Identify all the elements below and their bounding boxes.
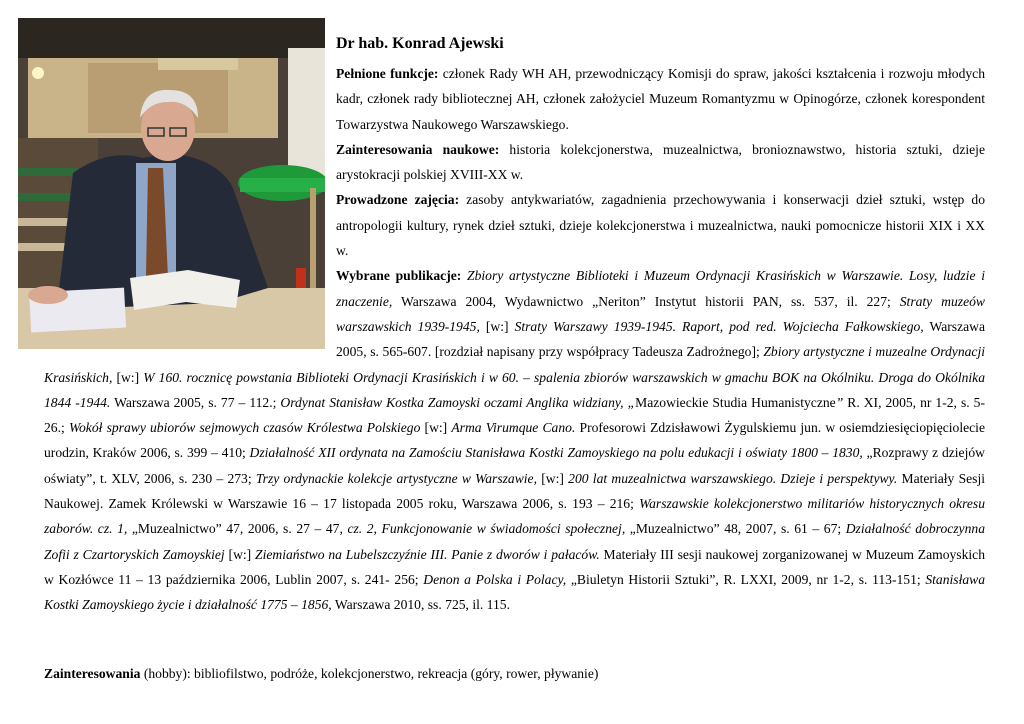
- publication-details: [w:]: [224, 546, 256, 562]
- publication-details: [w:]: [112, 369, 144, 385]
- publication-title: Arma Virumque Cano.: [451, 420, 576, 436]
- classes-text: zasoby antykwariatów, zagadnienia przechowywania i konserwacji dzieł sztuki, wstęp do antropologii kultury, rynek dzieł sztuki, dzieje kolekcjonerstwa i muzealnictwa, nauki pomocnicze historii XIX i XX w.: [336, 192, 985, 259]
- photo-spacer: [44, 19, 336, 349]
- publication-title: ”: [835, 394, 844, 410]
- publication-details: [w:]: [479, 318, 515, 334]
- hobby-paragraph: [44, 664, 985, 684]
- publication-details: „Rozprawy z dziejów oświaty”, t. XLV, 2006, s. 230 – 273;: [44, 445, 985, 486]
- publication-details: „Muzealnictwo” 47, 2006, s. 27 – 47,: [127, 521, 348, 537]
- publications-label: Wybrane publikacje:: [336, 268, 462, 284]
- publication-details: Profesorowi Zdzisławowi Żygulskiemu jun. w osiemdziesięciopięciolecie urodzin, Kraków 2006, s. 399 – 410;: [44, 420, 985, 461]
- publication-details: Warszawa 2004, Wydawnictwo „Neriton” Instytut historii PAN, ss. 537, il. 227;: [392, 293, 900, 309]
- publication-title: Działalność dobroczynna Zofii z Czartoryskich Zamoyskiej: [44, 521, 985, 562]
- publication-title: Działalność XII ordynata na Zamościu Stanisława Kostki Zamoyskiego na polu edukacji i oświaty 1800 – 1830,: [249, 445, 863, 461]
- bio-text: [44, 27, 985, 618]
- publication-title: Trzy ordynackie kolekcje artystyczne w Warszawie,: [255, 470, 537, 486]
- publication-title: Wokół sprawy ubiorów sejmowych czasów Królestwa Polskiego: [68, 420, 421, 436]
- publication-details: Warszawa 2005, s. 565-607. [rozdział napisany przy współpracy Tadeusza Zadrożnego];: [336, 318, 986, 360]
- publication-title: Warszawskie kolekcjonerstwo militariów historycznych okresu zaborów. cz. 1,: [44, 496, 985, 537]
- publication-title: Denon a Polska i Polacy,: [423, 571, 567, 587]
- publication-title: Ordynat Stanisław Kostka Zamoyski oczami Anglika widziany, „: [280, 394, 636, 410]
- publication-details: Warszawa 2005, s. 77 – 112.;: [110, 394, 281, 410]
- person-name: Dr hab. Konrad Ajewski: [336, 35, 504, 52]
- publication-details: Warszawa 2010, ss. 725, il. 115.: [331, 597, 510, 613]
- publication-details: „Biuletyn Historii Sztuki”, R. LXXI, 2009, nr 1-2, s. 113-151;: [566, 571, 926, 587]
- hobby-text: (hobby): bibliofilstwo, podróże, kolekcjonerstwo, rekreacja (góry, rower, pływanie): [140, 666, 599, 681]
- publication-details: Materiały Sesji Naukowej. Zamek Królewski w Warszawie 16 – 17 listopada 2005 roku, Warszawa 2006, s. 193 – 216;: [44, 470, 986, 512]
- hobby-label: Zainteresowania: [44, 666, 141, 681]
- publication-title: Zbiory artystyczne i muzealne Ordynacji Krasińskich,: [44, 344, 986, 385]
- publication-title: Stanisława Kostki Zamoyskiego życie i działalność 1775 – 1856,: [44, 571, 986, 613]
- interests-label: Zainteresowania naukowe:: [336, 141, 500, 157]
- publication-title: 200 lat muzealnictwa warszawskiego. Dzieje i perspektywy.: [568, 470, 898, 486]
- publication-details: [w:]: [537, 470, 569, 486]
- publication-title: Straty muzeów warszawskich 1939-1945,: [336, 293, 985, 334]
- publication-title: Straty Warszawy 1939-1945. Raport, pod red. Wojciecha Fałkowskiego,: [514, 318, 924, 334]
- interests-text: historia kolekcjonerstwa, muzealnictwa, bronioznawstwo, historia sztuki, dzieje arystokracji polskiej XVIII-XX w.: [336, 141, 985, 183]
- classes-label: Prowadzone zajęcia:: [336, 192, 460, 208]
- functions-text: członek Rady WH AH, przewodniczący Komisji do spraw, jakości kształcenia i rozwoju młodych kadr, członek rady bibliotecznej AH, członek założyciel Muzeum Romantyzmu w Opinogórze, członek korespondent Towarzystwa Naukowego Warszawskiego.: [336, 66, 985, 132]
- publication-details: Mazowieckie Studia Humanistyczne: [635, 394, 836, 410]
- publication-details: R. XI, 2005, nr 1-2, s. 5-26.;: [44, 394, 985, 436]
- publication-details: [w:]: [420, 420, 452, 436]
- publication-details: „Muzealnictwo” 48, 2007, s. 61 – 67;: [625, 521, 846, 537]
- functions-label: Pełnione funkcje:: [336, 66, 439, 81]
- publication-title: Zbiory artystyczne Biblioteki i Muzeum Ordynacji Krasińskich w Warszawie. Losy, ludzie i znaczenie,: [336, 268, 985, 309]
- publication-title: cz. 2, Funkcjonowanie w świadomości społecznej,: [347, 521, 626, 537]
- publication-title: Ziemiaństwo na Lubelszczyźnie III. Panie z dworów i pałaców.: [255, 546, 600, 562]
- publication-title: W 160. rocznicę powstania Biblioteki Ordynacji Krasińskich i w 60. – spalenia zbiorów warszawskich w gmachu BOK na Okólniku. Droga do Okólnika 1844 -1944.: [44, 369, 986, 410]
- publication-details: Materiały III sesji naukowej zorganizowanej w Muzeum Zamoyskich w Kozłówce 11 – 13 października 2006, Lublin 2007, s. 241- 256;: [44, 546, 985, 587]
